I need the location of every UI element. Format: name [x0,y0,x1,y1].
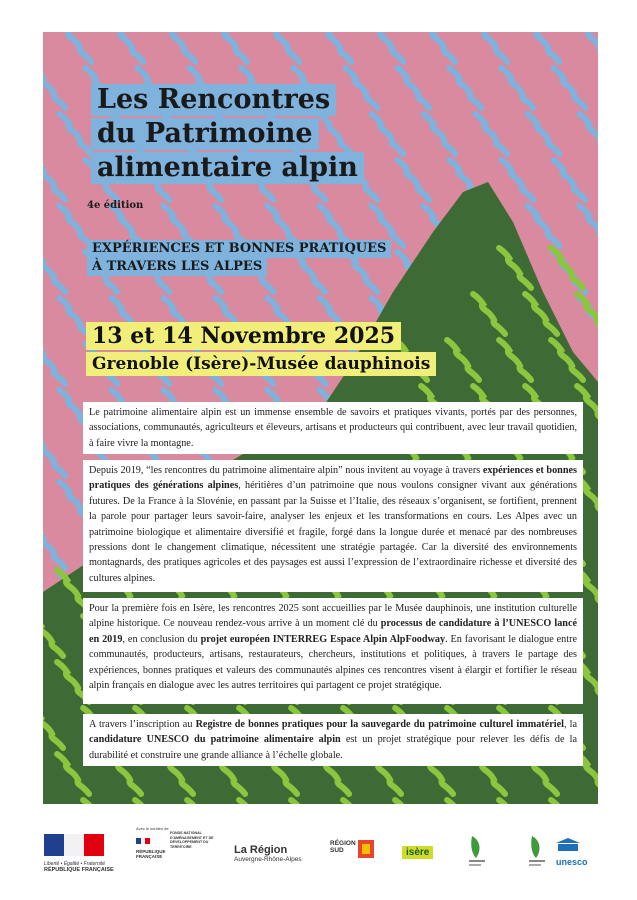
p3-text-a: Pour la première fois en Isère, les rencontres 2025 sont accueillies par le Musée dauphinois, une institution culturelle alpine historique. Ce nouveau rendez-vous arrive à un moment clé du [89,603,577,630]
region-sub: Auvergne-Rhône-Alpes [234,856,302,863]
p3-text-e: . En favorisant le dialogue entre communautés, producteurs, artisans, restaurateurs, chercheurs, institutions et politiques, à travers le partage des expériences, bonnes pratiques et valeurs des communautés alpines ces rencontres visent à élargir et fortifier le réseau alpin français en dialogue avec les autres territoires qui partagent ce projet stratégique. [89,633,577,692]
p3-bold-2: projet européen INTERREG Espace Alpin AlpFoodway [200,633,446,645]
rf-name: RÉPUBLIQUE FRANÇAISE [44,867,114,873]
park-logo-1-icon [466,834,488,870]
logo-unesco [556,838,588,867]
title-line-1: Les Rencontres [91,84,336,116]
event-date: 13 et 14 Novembre 2025 [86,322,401,350]
unesco-temple-icon [556,838,580,852]
flag-icon [136,838,150,844]
isere-label: isère [402,846,433,859]
fnadt-name: FONDS NATIONAL D'AMÉNAGEMENT ET DE DÉVELOPPEMENT DU TERRITOIRE [170,831,214,849]
title-line-2: du Patrimoine [91,118,319,150]
sud-emblem-icon [358,840,374,858]
p2-text-c: , héritières d’un patrimoine que nous voulons consigner vivant aux générations futures. De la France à la Slovénie, en passant par la Suisse et l’Italie, des réseaux s’organisent, se fortifient, prennent la parole pour partager leurs savoir-faire, analyser les enjeux et les transformations en cours. Les Alpes avec un patrimoine biologique et alimentaire diversifié et fragile, forgé dans la longue durée et menacé par des nombreuses pressions dont le changement climatique, nécessitent une stratégie partagée. Car la diversité des environnements montagnards, des pratiques agricoles et des paysages est aussi l’expression de l’extraordinaire richesse et diversité des cultures alpines. [89,480,577,584]
p4-bold-1: Registre de bonnes pratiques pour la sauvegarde du patrimoine culturel immatériel [195,719,564,730]
logo-isere [402,846,433,859]
p4-bold-2: candidature UNESCO du patrimoine alimentaire alpin [89,734,341,746]
poster [43,32,598,804]
unesco-paragraph [83,714,583,766]
history-paragraph [83,460,583,592]
p2-text-a: Depuis 2019, “les rencontres du patrimoine alimentaire alpin” nous invitent au voyage à travers [89,465,483,476]
fnadt-rf: RÉPUBLIQUE FRANÇAISE [136,849,166,859]
subtitle-line-2: À TRAVERS LES ALPES [87,258,267,276]
event-place: Grenoble (Isère)-Musée dauphinois [86,352,436,376]
region-title: La Région [234,844,288,856]
fnadt-top: Avec le soutien de [136,826,169,831]
p3-text-c: , en conclusion du [122,633,201,645]
logo-region-aura [234,844,314,863]
grenoble-paragraph [83,598,583,704]
title-line-3: alimentaire alpin [91,152,364,184]
p4-text-e: est un projet stratégique pour relever les défis de la durabilité et construire une grande alliance à l’échelle globale. [89,734,577,761]
marianne-icon [44,834,104,856]
p2-bold: expériences et bonnes pratiques des générations alpines [89,465,577,492]
p4-text-a: A travers l’inscription au [89,719,196,730]
intro-paragraph [83,402,583,454]
park-logo-2-icon [526,834,548,870]
unesco-label: unesco [556,857,588,867]
sud-title: RÉGION SUD [330,840,356,854]
edition-label: 4e édition [87,200,144,211]
logo-republique-francaise [44,834,114,873]
logo-fnadt [136,826,216,859]
partner-logos [0,820,637,900]
p3-bold-1: processus de candidature à l’UNESCO lancé en 2019 [89,618,577,645]
rf-motto: Liberté • Égalité • Fraternité [44,861,106,867]
p1-text: Le patrimoine alimentaire alpin est un immense ensemble de savoirs et pratiques vivants, portés par des personnes, associations, communautés, agriculteurs et éleveurs, artisans et producteurs qui contribuent, avec leur travail quotidien, à faire vivre la montagne. [89,407,577,449]
logo-region-sud [330,840,380,854]
subtitle-line-1: EXPÉRIENCES ET BONNES PRATIQUES [87,240,391,258]
p4-text-c: , la [563,719,577,730]
